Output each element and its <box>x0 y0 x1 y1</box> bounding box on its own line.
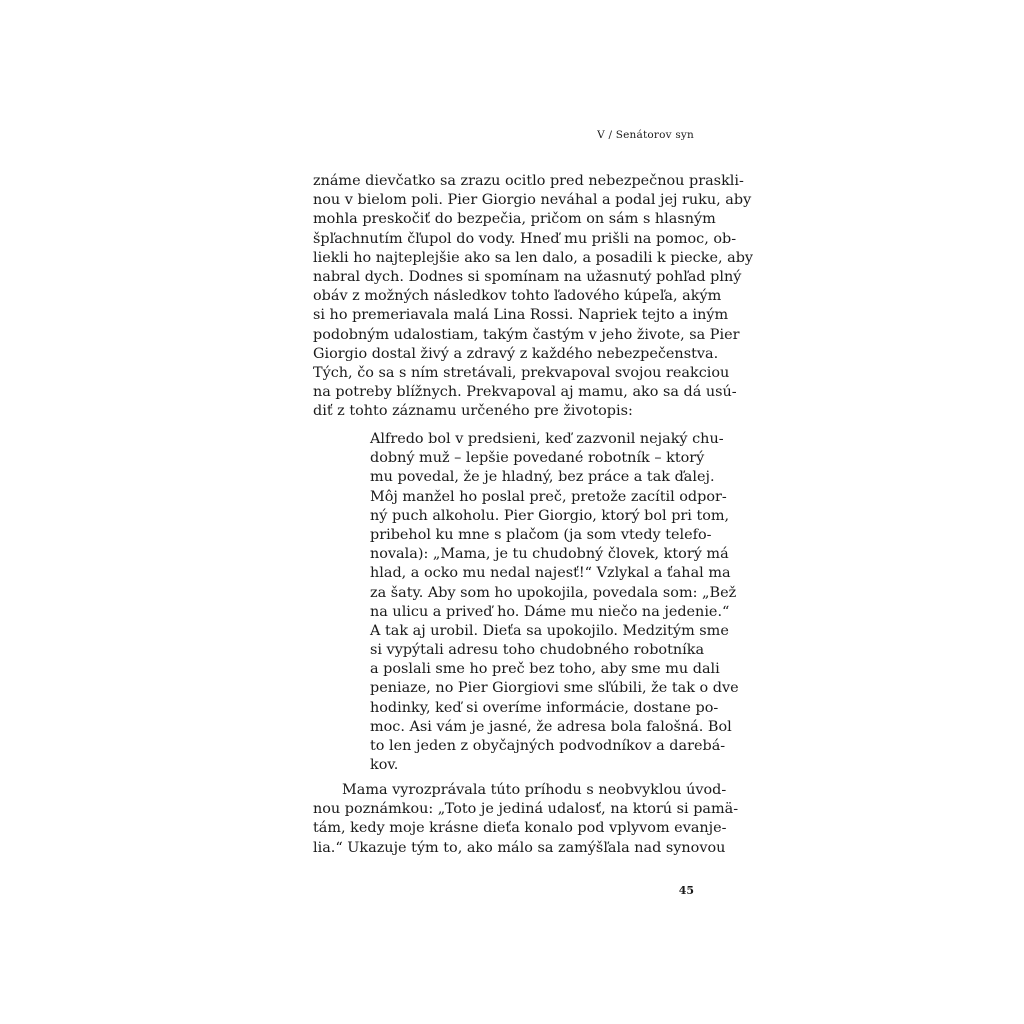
quote-line: kov. <box>370 757 399 774</box>
text-line: tám, kedy moje krásne dieťa konalo pod vplyvom evanje- <box>313 820 727 837</box>
text-line: liekli ho najteplejšie ako sa len dalo, a posadili k piecke, aby <box>313 249 754 266</box>
text-line: na potreby blížnych. Prekvapoval aj mamu, ako sa dá usú- <box>313 384 737 401</box>
quote-line: hlad, a ocko mu nedal najesť!“ Vzlykal a ťahal ma <box>370 565 731 582</box>
text-line: Tých, čo sa s ním stretávali, prekvapoval svojou reakciou <box>313 364 730 381</box>
quote-line: mu povedal, že je hladný, bez práce a tak ďalej. <box>370 469 715 486</box>
text-line: podobným udalostiam, takým častým v jeho živote, sa Pier <box>313 326 740 343</box>
quote-line: dobný muž – lepšie povedané robotník – ktorý <box>370 450 705 467</box>
quote-line: a poslali sme ho preč bez toho, aby sme mu dali <box>370 661 720 678</box>
text-line: lia.“ Ukazuje tým to, ako málo sa zamýšľala nad synovou <box>313 839 726 856</box>
running-head: V / Senátorov syn <box>597 129 694 141</box>
quote-line: to len jeden z obyčajných podvodníkov a darebá- <box>370 738 726 754</box>
text-line: nou v bielom poli. Pier Giorgio neváhal a podal jej ruku, aby <box>313 192 752 209</box>
quote-line: peniaze, no Pier Giorgiovi sme sľúbili, že tak o dve <box>370 680 739 697</box>
text-line: Giorgio dostal živý a zdravý z každého nebezpečenstva. <box>313 345 719 362</box>
quote-line: moc. Asi vám je jasné, že adresa bola falošná. Bol <box>370 718 732 735</box>
quote-line: Alfredo bol v predsieni, keď zazvonil nejaký chu- <box>370 431 724 447</box>
paragraph-continued <box>300 172 754 421</box>
text-line: známe dievčatko sa zrazu ocitlo pred nebezpečnou praskli- <box>313 173 744 189</box>
quote-line: ný puch alkoholu. Pier Giorgio, ktorý bol pri tom, <box>370 507 730 524</box>
quote-line: na ulicu a priveď ho. Dáme mu niečo na jedenie.“ <box>370 603 730 620</box>
text-line: Mama vyrozprávala túto príhodu s neobvyklou úvod- <box>342 782 727 798</box>
quote-line: novala): „Mama, je tu chudobný človek, ktorý má <box>370 546 729 563</box>
page-number: 45 <box>678 884 694 897</box>
block-quote <box>370 430 739 775</box>
quote-line: pribehol ku mne s plačom (ja som vtedy telefo- <box>370 526 712 543</box>
quote-line: hodinky, keď si overíme informácie, dostane po- <box>370 699 719 716</box>
quote-line: si vypýtali adresu toho chudobného robotníka <box>370 642 705 659</box>
quote-line: A tak aj urobil. Dieťa sa upokojilo. Medzitým sme <box>370 622 729 639</box>
text-line: obáv z možných následkov tohto ľadového kúpeľa, akým <box>313 288 722 305</box>
text-line: špľachnutím čľupol do vody. Hneď mu prišli na pomoc, ob- <box>313 230 737 247</box>
text-line: nabral dych. Dodnes si spomínam na užasnutý pohľad plný <box>313 268 742 285</box>
text-line: si ho premeriavala malá Lina Rossi. Napriek tejto a iným <box>313 307 729 324</box>
quote-line: Môj manžel ho poslal preč, pretože zacítil odpor- <box>370 488 727 505</box>
quote-line: za šaty. Aby som ho upokojila, povedala som: „Bež <box>370 584 737 601</box>
text-line: nou poznámkou: „Toto je jediná udalosť, na ktorú si pamä- <box>313 801 739 818</box>
text-line: diť z tohto záznamu určeného pre životopis: <box>313 403 633 420</box>
text-line: mohla preskočiť do bezpečia, pričom on sám s hlasným <box>313 211 716 228</box>
paragraph <box>300 781 739 858</box>
